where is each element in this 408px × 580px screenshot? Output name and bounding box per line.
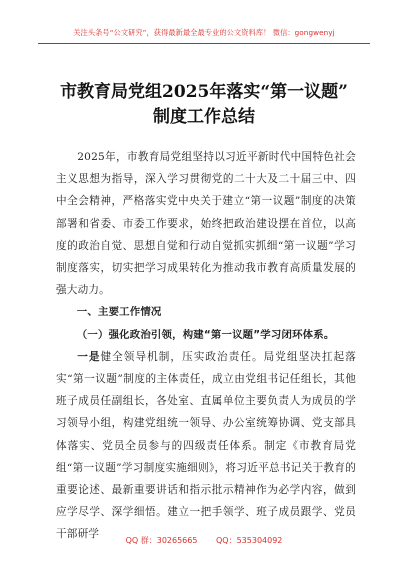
intro-paragraph: 2025年，市教育局党组坚持以习近平新时代中国特色社会主义思想为指导，深入学习贯彻党的二十大及二十届三中、四中全会精神，严格落实党中央关于建立“第一议题”制度的决策部署和省委、市委工作要求，始终把政治建设摆在首位，以高度的政治自觉、思想自觉和行动自觉抓实抓细“第一议题”学习制度落实，切实把学习成果转化为推动我市教育高质量发展的强大动力。 <box>56 151 356 297</box>
sub-heading-1: （一）强化政治引领，构建“第一议题”学习闭环体系。 <box>76 328 335 341</box>
footer-qq: QQ：535304092 <box>216 536 283 545</box>
section-heading-1: 一、主要工作情况 <box>76 306 162 319</box>
document-title <box>0 80 408 130</box>
paragraph-1-text: 健全领导机制，压实政治责任。局党组坚决扛起落实“第一议题”制度的主体责任，成立由党组书记任组长，其他班子成员任副组长，各处室、直属单位主要负责人为成员的学习领导小组，构建党组统一领导、办公室统筹协调、党支部具体落实、党员全员参与的四级责任体系。制定《市教育局党组“第一议题”学习制度实施细则》，将习近平总书记关于教育的重要论述、最新重要讲话和指示批示精神作为必学内容，做到应学尽学、深学细悟。建立一把手领学、班子成员跟学、党员干部研学 <box>56 350 356 541</box>
header-divider <box>38 43 370 44</box>
footer-contact <box>0 535 408 546</box>
document-body <box>56 146 356 546</box>
footer-qq-group: QQ 群：30265665 <box>125 536 198 545</box>
title-line-2: 制度工作总结 <box>153 107 255 127</box>
title-line-1: 市教育局党组2025年落实“第一议题” <box>60 82 348 102</box>
paragraph-1 <box>56 346 356 546</box>
paragraph-1-lead: 一是 <box>77 350 101 363</box>
header-notice: 关注头条号“公文研究”，获得最新最全最专业的公文资料库！ 微信：gongwenyj <box>73 28 335 37</box>
